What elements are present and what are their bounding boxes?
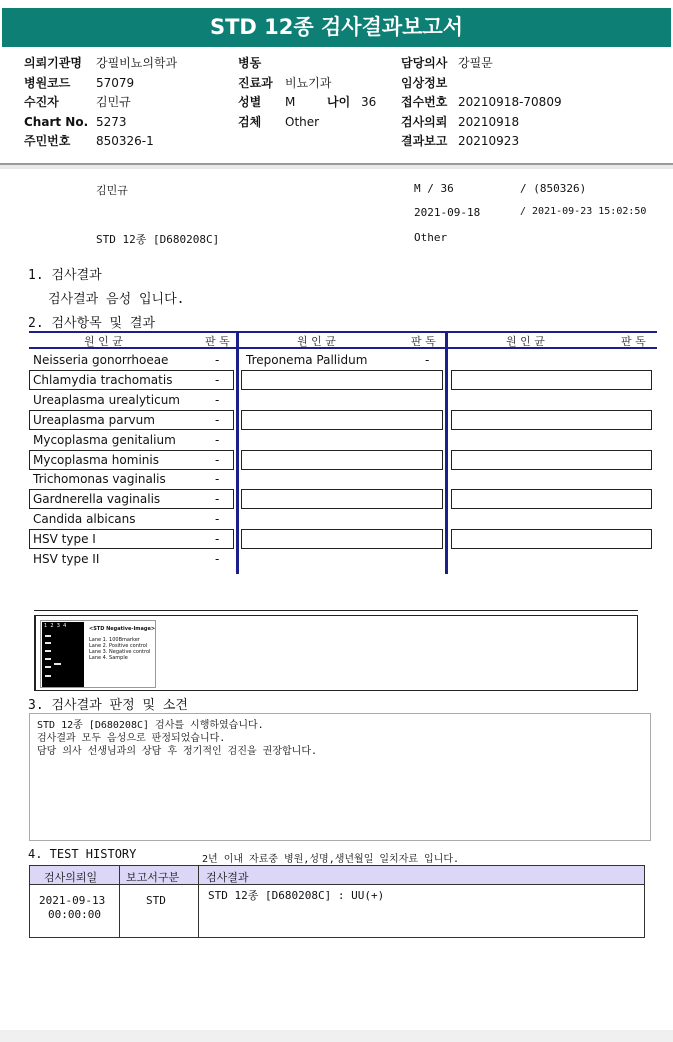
history-row-result: STD 12종 [D680208C] : UU(+) — [208, 889, 385, 902]
summary-date-reported: / 2021-09-23 15:02:50 — [520, 206, 647, 217]
pathogen-result: - — [215, 373, 220, 387]
header-col1 — [24, 56, 177, 154]
gel-image — [40, 620, 156, 688]
pathogen-result: - — [215, 453, 220, 467]
history-col-divider-2 — [198, 866, 199, 937]
pathogen-result: - — [215, 512, 220, 526]
opinion-text: STD 12종 [D680208C] 검사를 시행하였습니다. 검사결과 모두 음성으로 판정되었습니다. 담당 의사 선생님과의 상담 후 정기적인 검진을 권장합니다. — [37, 720, 318, 757]
gel-top-rule — [34, 610, 638, 611]
pathogen-name: Mycoplasma hominis — [33, 453, 159, 467]
section4-note: 2년 이내 자료중 병원,성명,생년월일 일치자료 입니다. — [202, 854, 460, 865]
table-header-rule — [29, 347, 657, 349]
col2-header-judgement: 판 독 — [411, 335, 436, 348]
header-row: 진료과 비뇨기과 — [238, 75, 332, 90]
history-row-type: STD — [146, 894, 166, 907]
pathogen-result: - — [215, 413, 220, 427]
gel-band — [45, 658, 51, 660]
header-row: Chart No. 5273 — [24, 114, 127, 129]
pathogen-name: Ureaplasma parvum — [33, 413, 155, 427]
section2-title: 2. 검사항목 및 결과 — [28, 316, 156, 331]
history-row-date: 2021-09-13 — [39, 894, 106, 907]
row-box — [451, 489, 652, 509]
pathogen-name: Chlamydia trachomatis — [33, 373, 173, 387]
lane-numbers: 1 2 3 4 — [44, 623, 67, 629]
row-box — [241, 410, 443, 430]
pathogen-result: - — [215, 492, 220, 506]
row-box — [241, 370, 443, 390]
pathogen-result: - — [215, 433, 220, 447]
history-header-result: 검사결과 — [206, 871, 249, 884]
gel-band — [45, 650, 51, 652]
row-box — [451, 370, 652, 390]
report-title: STD 12종 검사결과보고서 — [2, 8, 671, 47]
pathogen-result: - — [215, 353, 220, 367]
header-row: 검사의뢰 20210918 — [401, 114, 520, 129]
gel-band — [45, 635, 51, 637]
summary-test-code: STD 12종 [D680208C] — [96, 233, 220, 246]
section1-title: 1. 검사결과 — [28, 268, 102, 283]
header-row: 담당의사 강필문 — [401, 56, 493, 70]
row-box — [451, 410, 652, 430]
header-row: 결과보고 20210923 — [401, 134, 520, 148]
pathogen-name: Candida albicans — [33, 512, 136, 526]
pathogen-result: - — [215, 472, 220, 486]
header-row: 의뢰기관명 강필비뇨의학과 — [24, 56, 178, 70]
header-info — [0, 56, 673, 156]
header-row: 접수번호 20210918-70809 — [401, 95, 562, 109]
summary-date-requested: 2021-09-18 — [414, 206, 481, 219]
pathogen-name: HSV type I — [33, 532, 96, 546]
col1-header-pathogen: 원 인 균 — [84, 335, 123, 348]
summary-specimen: Other — [414, 231, 448, 244]
row-box — [241, 450, 443, 470]
history-header-date: 검사의뢰일 — [44, 871, 98, 884]
header-row: 임상정보 — [401, 75, 448, 90]
row-box — [451, 529, 652, 549]
history-header-type: 보고서구분 — [126, 871, 180, 884]
header-row: 주민번호 850326-1 — [24, 134, 154, 148]
results-table — [29, 331, 657, 574]
pathogen-name: Trichomonas vaginalis — [33, 472, 166, 486]
pathogen-result: - — [215, 393, 220, 407]
gel-band — [45, 642, 51, 644]
row-box — [451, 450, 652, 470]
col2-header-pathogen: 원 인 균 — [297, 335, 336, 348]
gel-band — [45, 666, 51, 668]
pathogen-name: Ureaplasma urealyticum — [33, 393, 180, 407]
pathogen-name: Mycoplasma genitalium — [33, 433, 176, 447]
header-divider-shadow — [0, 165, 673, 169]
section1-text: 검사결과 음성 입니다. — [48, 292, 185, 307]
row-box — [241, 489, 443, 509]
table-top-rule — [29, 331, 657, 333]
pathogen-name: Gardnerella vaginalis — [33, 492, 161, 506]
col1-header-judgement: 판 독 — [205, 335, 230, 348]
section3-title: 3. 검사결과 판정 및 소견 — [28, 698, 188, 713]
gel-left-rule — [34, 615, 36, 691]
pathogen-name: HSV type II — [33, 552, 100, 566]
history-col-divider-1 — [119, 866, 120, 937]
header-row: 검체 Other — [238, 114, 320, 129]
header-row: 병원코드 57079 — [24, 75, 135, 90]
history-row-time: 00:00:00 — [48, 908, 101, 921]
column-divider-2 — [445, 331, 448, 574]
page-footer-band — [0, 1030, 673, 1042]
gel-lanes — [42, 622, 84, 687]
header-row: 병동 — [238, 56, 262, 70]
column-divider-1 — [236, 331, 239, 574]
col3-header-judgement: 판 독 — [621, 335, 646, 348]
history-header-bg — [30, 866, 644, 885]
header-row: 성별 M 나이 36 — [238, 95, 377, 109]
opinion-box — [29, 713, 651, 841]
header-col3 — [401, 56, 562, 154]
pathogen-name: Neisseria gonorrhoeae — [33, 353, 169, 367]
col3-header-pathogen: 원 인 균 — [506, 335, 545, 348]
gel-band — [54, 663, 61, 665]
summary-birth: / (850326) — [520, 182, 587, 195]
header-col2 — [238, 56, 376, 134]
section4-title: 4. TEST HISTORY — [28, 847, 137, 861]
pathogen-result: - — [215, 552, 220, 566]
row-box — [241, 529, 443, 549]
gel-band — [45, 675, 51, 677]
history-table — [29, 865, 645, 938]
header-row: 수진자 김민규 — [24, 95, 131, 109]
pathogen-result: - — [215, 532, 220, 546]
pathogen-result: - — [425, 353, 430, 367]
summary-patient-name: 김민규 — [96, 184, 128, 197]
gel-caption: <STD Negative-Image> Lane 1. 100Bmarker Lane 2. Positive control Lane 3. Negative control Lane 4. Sample — [89, 626, 156, 661]
summary-sex-age: M / 36 — [414, 182, 454, 195]
pathogen-name: Treponema Pallidum — [246, 353, 368, 367]
